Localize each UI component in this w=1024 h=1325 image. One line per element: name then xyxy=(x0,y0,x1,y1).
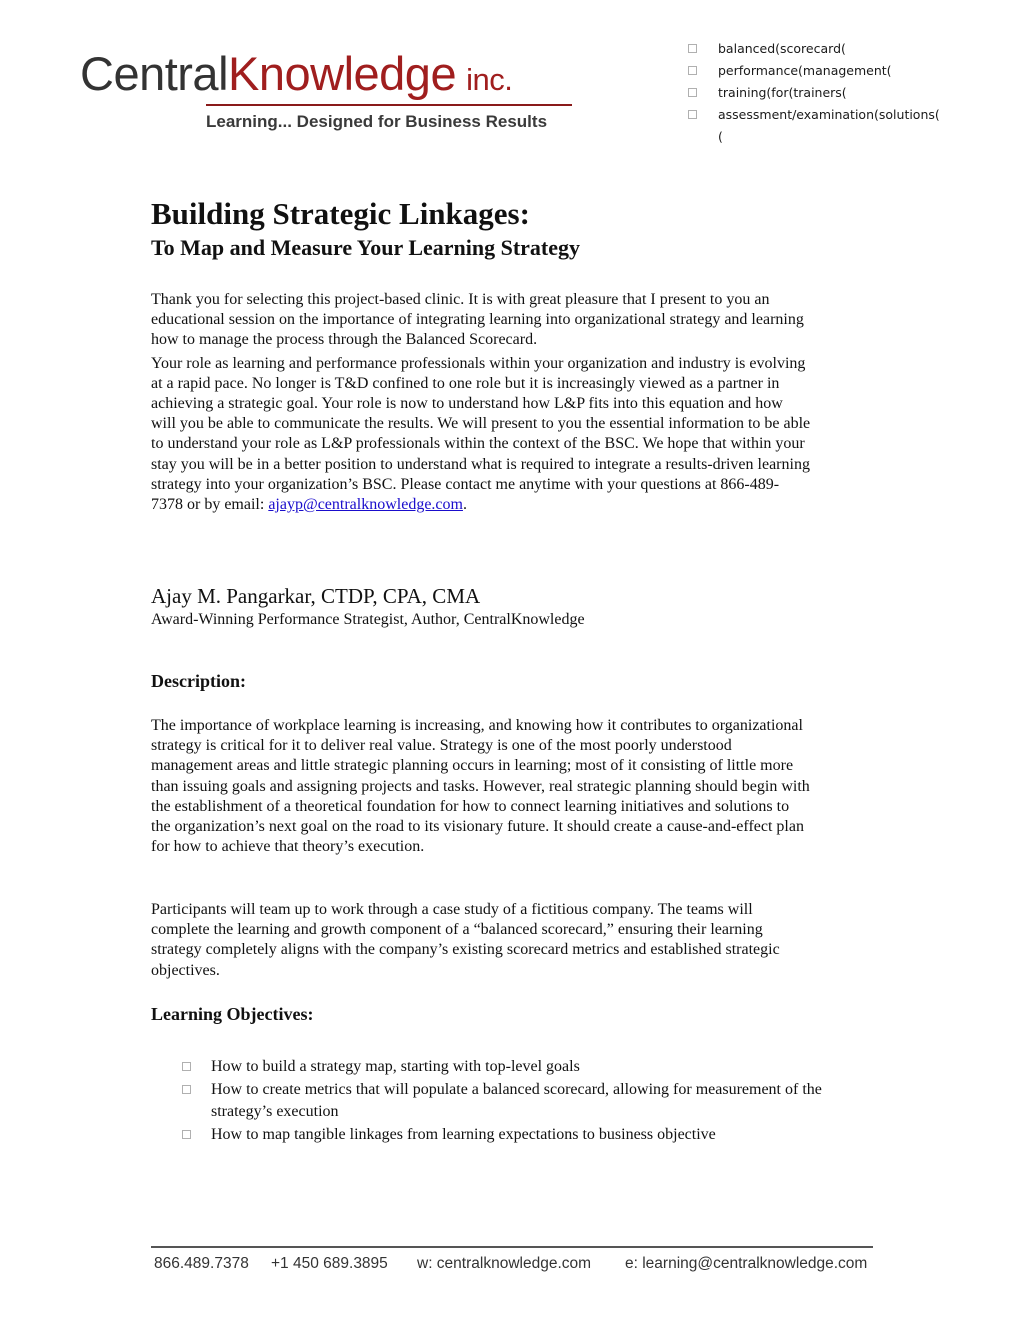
service-item-label: training(for(trainers( xyxy=(718,85,847,100)
checkbox-icon xyxy=(688,66,697,75)
email-link[interactable]: ajayp@centralknowledge.com xyxy=(268,496,463,514)
service-item-label: ( xyxy=(718,129,723,144)
bullet-icon xyxy=(182,1085,191,1094)
page-subtitle: To Map and Measure Your Learning Strategy xyxy=(151,235,581,260)
list-item-text: How to build a strategy map, starting with top-level goals xyxy=(211,1058,580,1075)
service-item-label: assessment/examination(solutions( xyxy=(718,107,940,122)
intro-paragraph-2 xyxy=(151,354,811,516)
logo-tagline: Learning... Designed for Business Results xyxy=(206,112,548,131)
logo-central: Central xyxy=(80,47,229,100)
checkbox-icon xyxy=(688,88,697,97)
intro-section xyxy=(151,290,811,515)
description-paragraph: The importance of workplace learning is increasing, and knowing how it contributes to organizational strategy is critical for it to deliver real value. Strategy is one of the most poorly understood management areas and little strategic planning occurs in learning; most of it consisting of little more than issuing goals and assigning projects and tasks. However, real strategic planning should begin with the establishment of a theoretical foundation for how to connect learning initiatives and solutions to the organization’s next goal on the road to its visionary future. It should create a cause-and-effect plan for how to achieve that theory’s execution. xyxy=(151,717,810,856)
checkbox-icon xyxy=(688,110,697,119)
bullet-icon xyxy=(182,1130,191,1139)
objectives-list xyxy=(182,1056,822,1146)
footer-phone-1: 866.489.7378 xyxy=(154,1255,249,1272)
logo-knowledge: Knowledge xyxy=(228,47,457,100)
list-item xyxy=(182,1056,822,1079)
description-heading: Description: xyxy=(151,671,246,691)
footer-phone-2: +1 450 689.3895 xyxy=(271,1255,388,1272)
list-item-text: How to create metrics that will populate a balanced scorecard, allowing for measurement of the strategy’s execution xyxy=(211,1080,822,1120)
company-logo xyxy=(80,46,580,146)
author-name: Ajay M. Pangarkar, CTDP, CPA, CMA xyxy=(151,584,481,608)
list-item-text: How to map tangible linkages from learning expectations to business objective xyxy=(211,1125,716,1143)
footer-divider xyxy=(151,1246,873,1248)
footer-website: w: centralknowledge.com xyxy=(417,1255,592,1272)
intro-text: Your role as learning and performance professionals within your organization and industry is evolving at a rapid pace. No longer is T&D confined to one role but it is increasingly viewed as a partner in achieving a strategic goal. Your role is now to understand how L&P fits into this equation and how will you be able to communicate the results. We will present to you the essential information to be able to understand your role as L&P professionals within the context of the BSC. We hope that within your stay you will be in a better position to understand what is required to integrate a results-driven learning strategy into your organization’s BSC. Please contact me anytime with your questions at 866-489-7378 or by email: xyxy=(151,354,811,514)
footer-contact xyxy=(151,1253,873,1275)
logo-divider xyxy=(206,104,572,106)
author-role: Award-Winning Performance Strategist, Author, CentralKnowledge xyxy=(151,611,585,628)
service-item-label: performance(management( xyxy=(718,63,892,78)
logo-wordmark xyxy=(80,46,512,108)
footer-email: e: learning@centralknowledge.com xyxy=(625,1255,868,1272)
bullet-icon xyxy=(182,1062,191,1071)
list-item xyxy=(182,1124,822,1147)
description-paragraph-2: Participants will team up to work through a case study of a fictitious company. The teams will complete the learning and growth component of a “balanced scorecard,” ensuring their learning strategy completely aligns with the company’s existing scorecard metrics and established strategic objectives. xyxy=(151,901,780,979)
list-item xyxy=(182,1079,822,1124)
intro-end: . xyxy=(462,496,467,514)
checkbox-icon xyxy=(688,44,697,53)
logo-inc: inc. xyxy=(466,62,513,97)
page-title: Building Strategic Linkages: xyxy=(151,196,530,231)
service-item-label: balanced(scorecard( xyxy=(718,41,846,56)
objectives-heading: Learning Objectives: xyxy=(151,1004,314,1024)
intro-paragraph: Thank you for selecting this project-based clinic. It is with great pleasure that I present to you an educational session on the importance of integrating learning into organizational strategy and learning how to manage the process through the Balanced Scorecard. xyxy=(151,291,804,349)
